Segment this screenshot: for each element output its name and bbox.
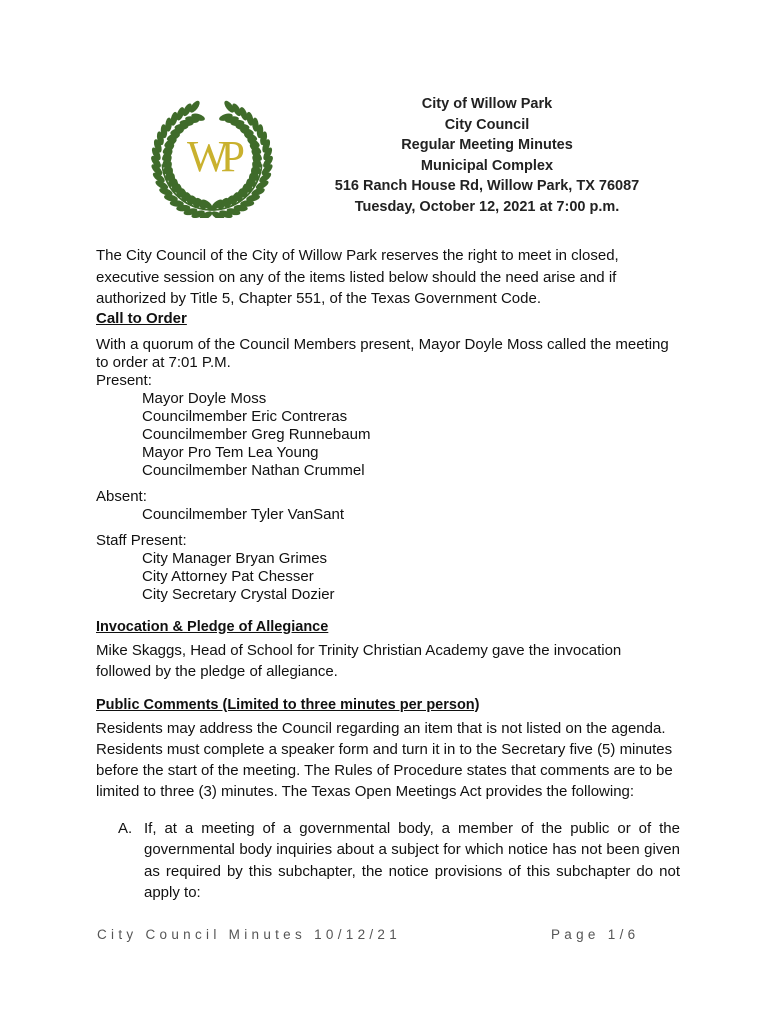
public-comments-heading: Public Comments (Limited to three minutes per person) [96, 696, 480, 713]
footer-page-number: Page 1/6 [551, 927, 640, 942]
list-item: Mayor Pro Tem Lea Young [142, 443, 319, 461]
call-to-order-text: With a quorum of the Council Members present, Mayor Doyle Moss called the meeting to order at 7:01 P.M. [96, 335, 669, 371]
header-city: City of Willow Park [421, 96, 553, 112]
list-item: Mayor Doyle Moss [142, 389, 267, 407]
minutes-body [96, 245, 680, 904]
header-address: 516 Ranch House Rd, Willow Park, TX 76087 [334, 178, 640, 194]
invocation-heading: Invocation & Pledge of Allegiance [96, 618, 329, 635]
list-item: Councilmember Nathan Crummel [142, 461, 365, 479]
staff-present-label: Staff Present: [96, 531, 187, 549]
invocation-text: Mike Skaggs, Head of School for Trinity Christian Academy gave the invocation followed by the pledge of allegiance. [96, 641, 622, 680]
willow-park-logo [150, 98, 274, 218]
staff-list [96, 550, 680, 604]
footer-title: City Council Minutes 10/12/21 [97, 927, 402, 942]
header-council: City Council [444, 116, 530, 133]
header-date: Tuesday, October 12, 2021 at 7:00 p.m. [354, 198, 620, 215]
public-comments-text: Residents may address the Council regarding an item that is not listed on the agenda. Residents must complete a speaker form and turn it in to the Secretary five (5) minutes before the start of the meeting. The Rules of Procedure states that comments are to be limited to three (3) minutes. The Texas Open Meetings Act provides the following: [96, 719, 673, 800]
list-item: Councilmember Tyler VanSant [142, 505, 345, 523]
header-location: Municipal Complex [420, 157, 554, 174]
list-item: City Attorney Pat Chesser [142, 567, 314, 585]
meeting-header [300, 94, 674, 217]
list-item: City Secretary Crystal Dozier [142, 585, 335, 603]
list-item: Councilmember Eric Contreras [142, 407, 348, 425]
present-list [96, 390, 680, 480]
absent-list [96, 506, 680, 524]
present-label: Present: [96, 371, 152, 389]
header-meeting-type: Regular Meeting Minutes [401, 137, 573, 153]
list-item: City Manager Bryan Grimes [142, 549, 328, 567]
list-marker: A. [118, 819, 133, 837]
logo-letters: WP [187, 132, 237, 181]
absent-label: Absent: [96, 487, 147, 505]
call-to-order-heading: Call to Order [96, 309, 187, 327]
list-item-a [96, 818, 680, 904]
list-item: Councilmember Greg Runnebaum [142, 425, 371, 443]
intro-paragraph: The City Council of the City of Willow Park reserves the right to meet in closed, executive session on any of the items listed below should the need arise and if authorized by Title 5, Chapter 551, of the Texas Government Code. [96, 247, 619, 307]
list-item-text: If, at a meeting of a governmental body, a member of the public or of the governmental body inquiries about a subject for which notice has not been given as required by this subchapter, the notice provisions of this subchapter do not apply to: [144, 819, 680, 901]
